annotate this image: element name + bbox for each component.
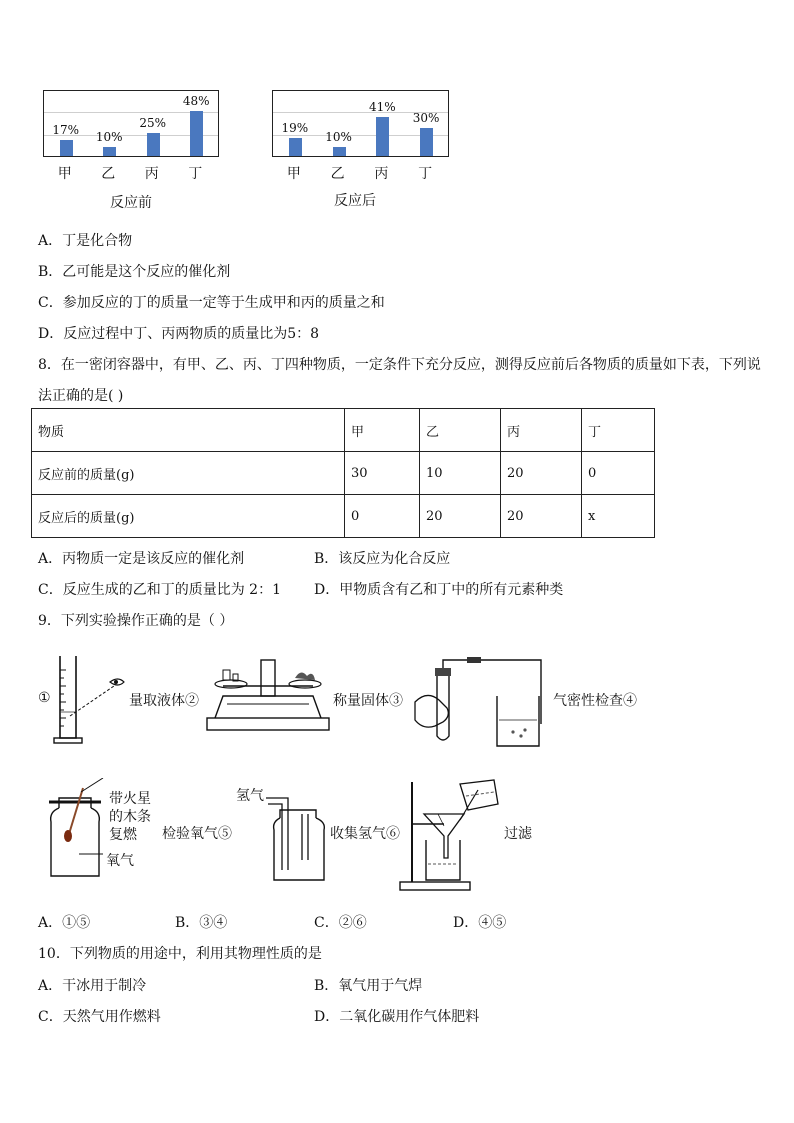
chart-category-label: 乙: [101, 166, 116, 182]
q7-option-a: A．丁是化合物: [38, 233, 133, 249]
table-cell: 20: [420, 495, 501, 538]
table-cell: 丁: [582, 409, 655, 452]
label-oxygen: 氧气: [106, 853, 134, 869]
chart-bar: [333, 147, 346, 156]
chart-category-label: 丙: [144, 166, 159, 182]
table-cell: 10: [420, 452, 501, 495]
hydrogen-collection-figure: [266, 794, 336, 884]
chart-bar: [376, 117, 389, 156]
chart-title: 反应后: [334, 193, 376, 209]
q10-option-a: A．干冰用于制冷: [38, 978, 147, 994]
q9-option-c: C．②⑥: [314, 915, 367, 931]
q10-stem: 10．下列物质的用途中，利用其物理性质的是: [38, 946, 322, 962]
table-row: [32, 495, 655, 538]
label-glowing-stick: 带火星: [109, 791, 151, 807]
chart-plot-area: [272, 90, 449, 157]
table-cell: 甲: [345, 409, 420, 452]
q9-option-b: B．③④: [175, 915, 228, 931]
q7-option-b: B．乙可能是这个反应的催化剂: [38, 264, 231, 280]
q10-option-b: B．氧气用于气焊: [314, 978, 423, 994]
table-cell: 丙: [501, 409, 582, 452]
table-cell: 反应前的质量(g): [32, 452, 345, 495]
chart-bar: [190, 111, 203, 156]
table-cell: 物质: [32, 409, 345, 452]
chart-bar: [147, 133, 160, 157]
chart-category-label: 丙: [374, 166, 389, 182]
q10-option-d: D．二氧化碳用作气体肥料: [314, 1009, 480, 1025]
chart-data-label: 10%: [325, 129, 352, 144]
figure-label-measure-liquid: 量取液体②: [129, 693, 199, 709]
table-row: [32, 452, 655, 495]
figure-label-filtration: 过滤: [504, 826, 532, 842]
chart-bar: [103, 147, 116, 156]
table-cell: 反应后的质量(g): [32, 495, 345, 538]
figure-label-weigh-solid: 称量固体③: [333, 693, 403, 709]
table-header-row: [32, 409, 655, 452]
chart-data-label: 25%: [139, 115, 167, 130]
table-cell: 0: [345, 495, 420, 538]
filtration-figure: [398, 774, 504, 892]
q9-stem: 9．下列实验操作正确的是（ ）: [38, 613, 234, 629]
table-cell: 0: [582, 452, 655, 495]
chart-category-label: 丁: [418, 166, 433, 182]
label-glowing-stick: 的木条: [109, 809, 151, 825]
q8-option-b: B．该反应为化合反应: [314, 551, 451, 567]
q9-option-d: D．④⑤: [453, 915, 507, 931]
chart-data-label: 19%: [281, 121, 309, 136]
chart-bar: [60, 140, 73, 156]
chart-bar: [420, 128, 433, 156]
airtightness-check-figure: [405, 650, 545, 750]
table-cell: x: [582, 495, 655, 538]
chart-data-label: 48%: [182, 93, 210, 108]
q7-option-d: D．反应过程中丁、丙两物质的质量比为5：8: [38, 326, 320, 342]
label-hydrogen: 氢气: [236, 788, 264, 804]
figure-number-1: ①: [38, 690, 51, 706]
chart-category-label: 乙: [330, 166, 345, 182]
chart-data-label: 30%: [412, 110, 440, 125]
q8-stem: 8．在一密闭容器中，有甲、乙、丙、丁四种物质，一定条件下充分反应，测得反应前后各物质的质量如下表，下列说: [38, 357, 761, 373]
chart-plot-area: [43, 90, 219, 157]
chart-data-label: 17%: [52, 123, 80, 138]
mass-table: [31, 408, 655, 538]
table-cell: 20: [501, 495, 582, 538]
chart-category-label: 丁: [188, 166, 203, 182]
table-cell: 乙: [420, 409, 501, 452]
q8-option-d: D．甲物质含有乙和丁中的所有元素种类: [314, 582, 564, 598]
q9-option-a: A．①⑤: [38, 915, 91, 931]
q8-stem-cont: 法正确的是( ): [38, 388, 124, 404]
chart-data-label: 10%: [95, 129, 123, 144]
graduated-cylinder-figure: [48, 652, 128, 746]
q7-option-c: C．参加反应的丁的质量一定等于生成甲和丙的质量之和: [38, 295, 385, 311]
figure-label-test-oxygen: 检验氧气⑤: [162, 826, 232, 842]
chart-title: 反应前: [110, 195, 152, 211]
chart-category-label: 甲: [286, 166, 301, 182]
chart-bar: [289, 138, 302, 156]
balance-scale-figure: [203, 652, 333, 734]
table-cell: 30: [345, 452, 420, 495]
figure-label-airtightness: 气密性检查④: [553, 693, 637, 709]
chart-category-label: 甲: [57, 166, 72, 182]
figure-label-collect-hydrogen: 收集氢气⑥: [330, 826, 400, 842]
chart-data-label: 41%: [369, 100, 396, 115]
oxygen-test-figure: [45, 778, 105, 882]
q8-option-a: A．丙物质一定是该反应的催化剂: [38, 551, 245, 567]
q10-option-c: C．天然气用作燃料: [38, 1009, 161, 1025]
q8-option-c: C．反应生成的乙和丁的质量比为 2：1: [38, 582, 281, 598]
table-cell: 20: [501, 452, 582, 495]
label-glowing-stick: 复燃: [109, 827, 137, 843]
